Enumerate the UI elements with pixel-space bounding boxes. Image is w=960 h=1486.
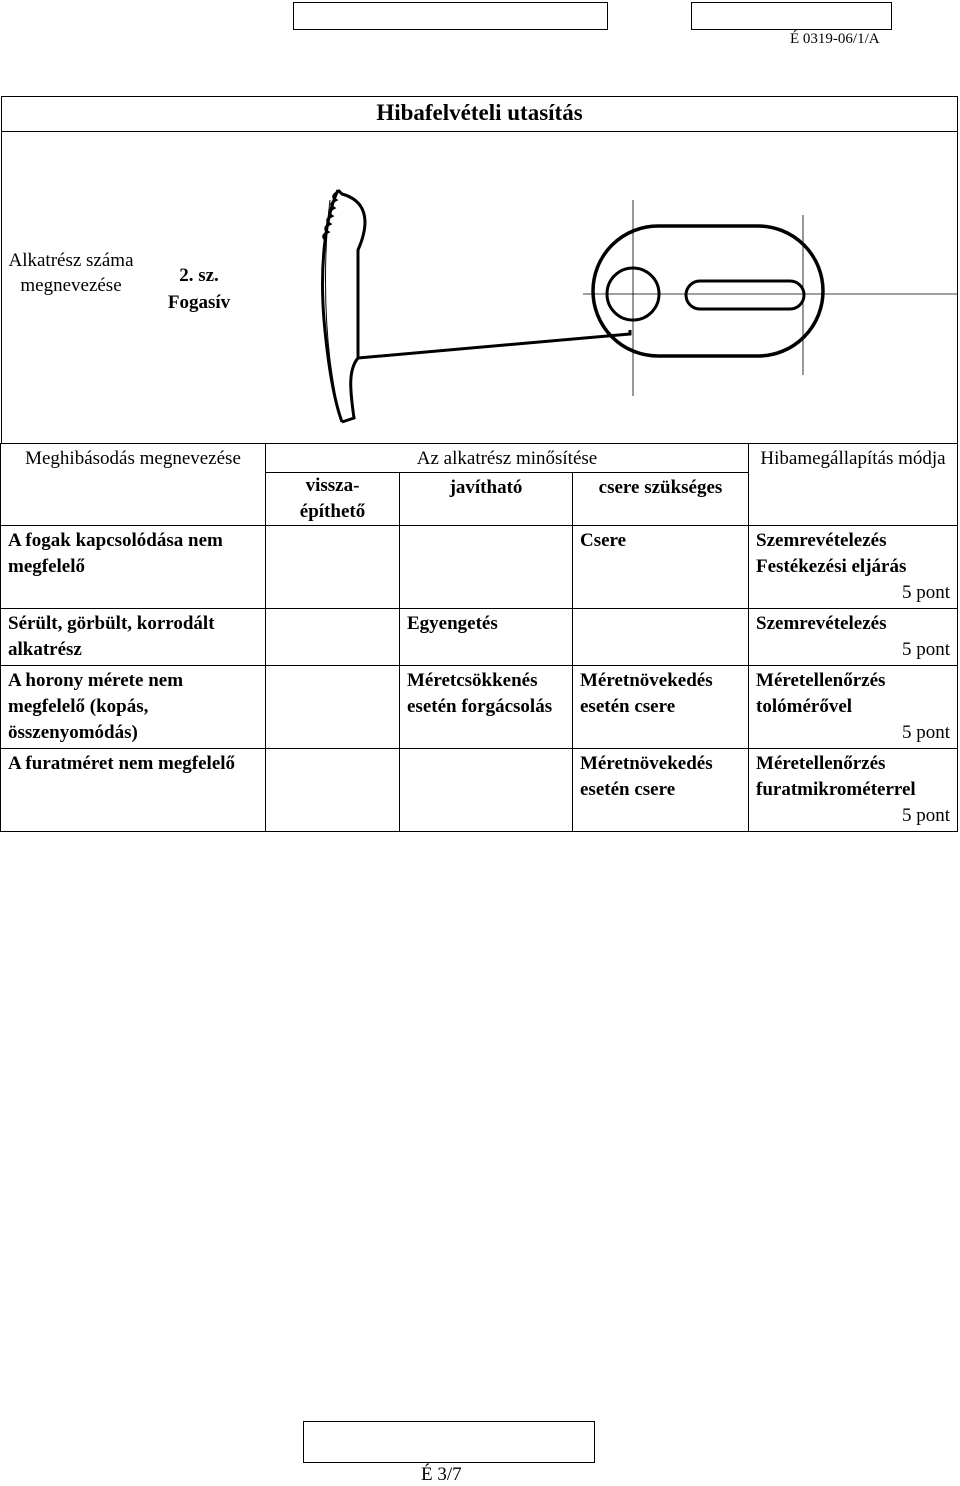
row-method-text: Méretellenőrzés tolómérővel: [756, 670, 886, 717]
table-header-row: [1, 444, 958, 473]
row-points: 5 pont: [901, 805, 951, 826]
header-box-right: [691, 2, 892, 30]
row-points: 5 pont: [901, 722, 951, 743]
fault-table: [0, 443, 958, 832]
footer-box: [303, 1421, 595, 1463]
row-method: [749, 526, 958, 609]
table-row: [1, 526, 958, 609]
row-method-text: Méretellenőrzés furatmikrométerrel: [756, 753, 916, 800]
row-fault: Sérült, görbült, korrodált alkatrész: [1, 609, 266, 666]
header-qualification: [266, 444, 749, 473]
row-method: [749, 749, 958, 832]
header-repairable: javítható: [400, 473, 573, 526]
row-repairable: [400, 749, 573, 832]
row-reusable: [266, 749, 400, 832]
row-reusable: [266, 609, 400, 666]
row-repairable: [400, 526, 573, 609]
row-points: 5 pont: [901, 582, 951, 603]
title-frame: [1, 96, 958, 132]
part-name: Fogasív: [167, 292, 231, 313]
header-reusable: vissza-építhető: [266, 473, 400, 526]
table-row: [1, 749, 958, 832]
header-replace: csere szükséges: [573, 473, 749, 526]
page-title: Hibafelvételi utasítás: [376, 100, 583, 125]
row-method-text: Szemrevételezés Festékezési eljárás: [756, 530, 907, 577]
row-repairable: Méretcsökkenés esetén forgácsolás: [400, 666, 573, 749]
row-points: 5 pont: [901, 639, 951, 660]
part-number: 2. sz.: [179, 265, 219, 286]
table-row: [1, 609, 958, 666]
part-label: Alkatrész száma megnevezése: [8, 250, 134, 296]
header-qualification-label: Az alkatrész minősítése: [416, 448, 598, 469]
row-replace: Csere: [573, 526, 749, 609]
row-reusable: [266, 666, 400, 749]
header-fault: Meghibásodás megnevezése: [1, 444, 266, 526]
row-fault: A horony mérete nem megfelelő (kopás, összenyomódás): [1, 666, 266, 749]
header-method: Hibamegállapítás módja: [749, 444, 958, 526]
row-method: [749, 609, 958, 666]
row-method: [749, 666, 958, 749]
row-repairable: Egyengetés: [400, 609, 573, 666]
row-replace: [573, 609, 749, 666]
row-fault: A fogak kapcsolódása nem megfelelő: [1, 526, 266, 609]
row-reusable: [266, 526, 400, 609]
row-fault: A furatméret nem megfelelő: [1, 749, 266, 832]
row-replace: Méretnövekedés esetén csere: [573, 666, 749, 749]
header-box-left: [293, 2, 608, 30]
table-row: [1, 666, 958, 749]
page-number: É 3/7: [421, 1464, 462, 1485]
row-method-text: Szemrevételezés: [756, 613, 887, 634]
row-replace: Méretnövekedés esetén csere: [573, 749, 749, 832]
part-drawing: [238, 160, 958, 440]
document-code: É 0319-06/1/A: [790, 31, 880, 47]
part-identifier: [163, 262, 235, 316]
